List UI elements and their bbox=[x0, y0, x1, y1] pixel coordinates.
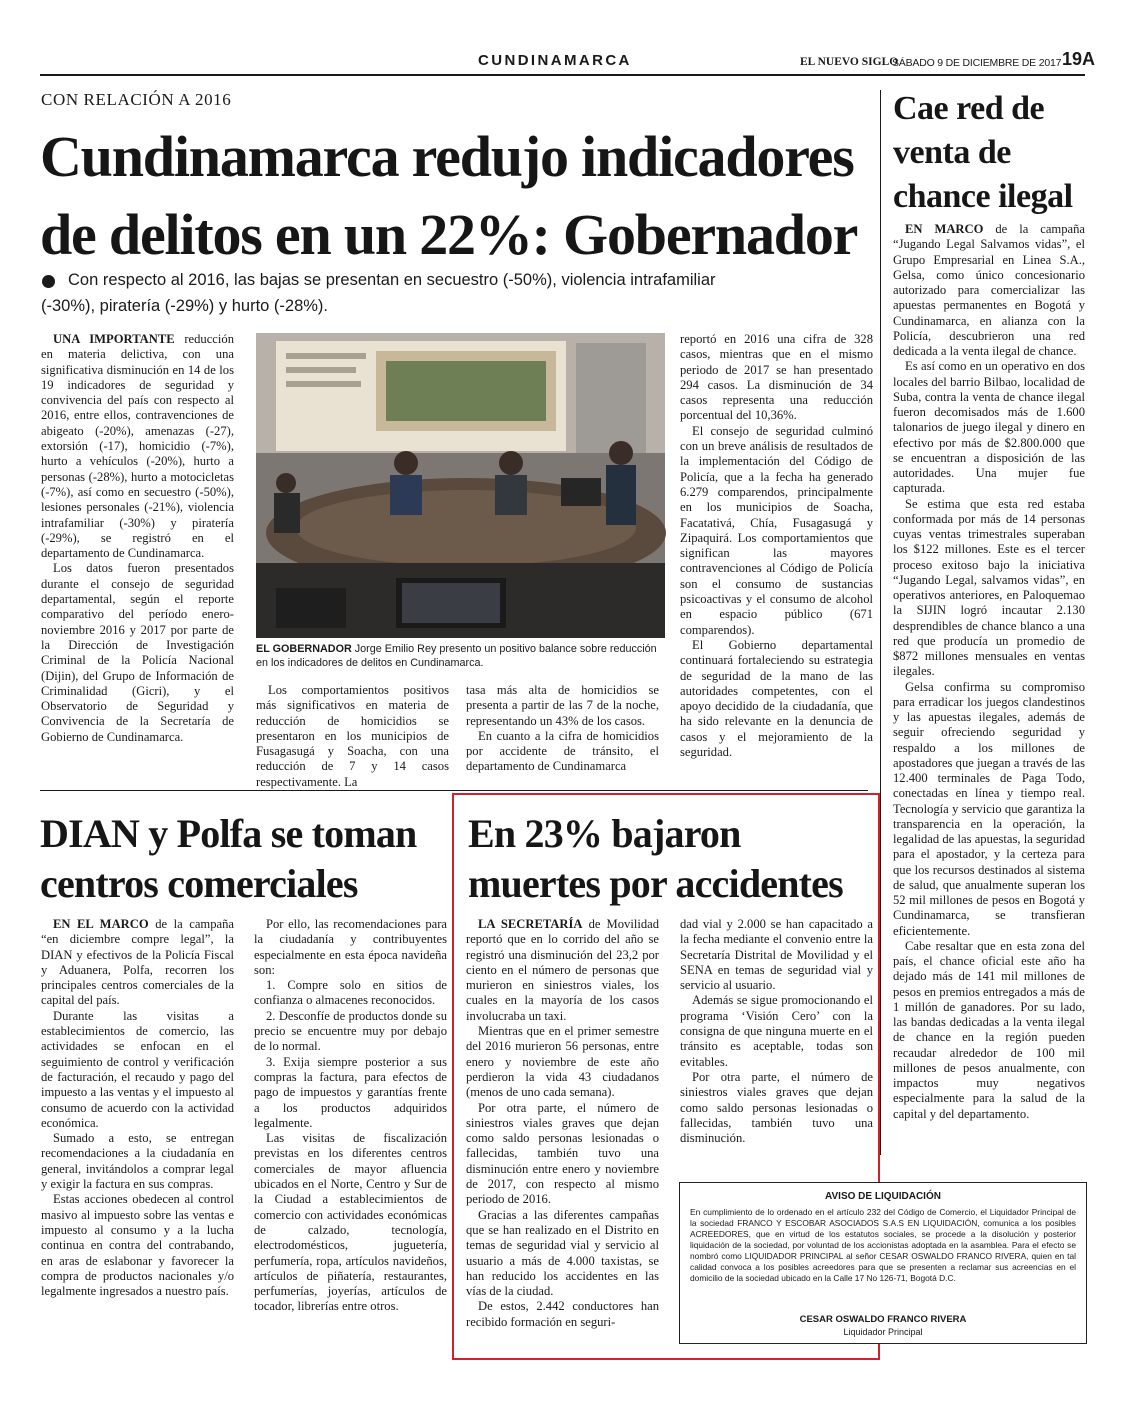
governor-photo bbox=[256, 333, 665, 638]
dian-headline-line2: centros comerciales bbox=[40, 861, 358, 906]
accidents-lead: LA SECRETARÍA bbox=[478, 917, 583, 931]
main-column-2: Los comportamientos positivos más significativos en materia de reducción de homicidios se presentaron en los municipios de Fusagasugá y Soacha, con una reducción de 7 y 14 casos respectivamente. La bbox=[256, 683, 449, 789]
chance-headline-line2: venta de bbox=[893, 134, 1011, 171]
dian-lead: EN EL MARCO bbox=[53, 917, 149, 931]
dian-column-2: Por ello, las recomendaciones para la ciudadanía y contribuyentes especialmente en esta época navideña son: 1. Compre solo en sitios de confianza o almacenes reconocidos. 2. Desconfíe de productos donde su precio se encuentre muy por debajo de lo normal. 3. Exija siempre posterior a sus compras la factura, para efectos de pago de impuestos y garantías frente a los productos adquiridos legalmente. Las visitas de fiscalización previstas en los diferentes centros comerciales de mayor afluencia ubicados en el Norte, Centro y Sur de la Ciudad a establecimientos de comercio con actividades económicas de calzado, tecnología, electrodomésticos, juguetería, perfumería, ropa, artículos navideños, artículos de piñatería, restaurantes, perfumerías, joyerías, artículos de tocador, librerías entre otros. bbox=[254, 917, 447, 1314]
accidents-headline-line1: En 23% bajaron bbox=[468, 811, 741, 856]
liquidation-notice bbox=[679, 1182, 1087, 1344]
page-number: 19A bbox=[1062, 49, 1096, 69]
section-header: CUNDINAMARCA bbox=[478, 52, 632, 69]
main-summary-line1: Con respecto al 2016, las bajas se presentan en secuestro (-50%), violencia intrafamiliar bbox=[68, 271, 716, 289]
paper-name: EL NUEVO SIGLO bbox=[800, 56, 899, 68]
dian-headline-line1: DIAN y Polfa se toman bbox=[40, 811, 417, 856]
chance-lead: EN MARCO bbox=[905, 222, 984, 236]
chance-headline-line3: chance ilegal bbox=[893, 178, 1073, 215]
main-headline-line2: de delitos en un 22%: Gobernador bbox=[40, 202, 858, 267]
accidents-column-2: dad vial y 2.000 se han capacitado a la fecha mediante el convenio entre la Secretaría Distrital de Movilidad y el SENA en temas de seguridad vial y servicio al usuario. Además se sigue promocionando el programa ‘Visión Cero’ con la consigna de que ninguna muerte en el tránsito es aceptable, todas son evitables. Por otra parte, el número de siniestros viales graves que dejan como saldo personas lesionadas o fallecidas, también tuvo una disminución. bbox=[680, 917, 873, 1146]
main-column-4: reportó en 2016 una cifra de 328 casos, mientras que en el mismo periodo de 2017 se han presentado 294 casos. La disminución de 34 casos representa una reducción porcentual del 10,36%. El consejo de seguridad culminó con un breve análisis de resultados de la implementación del Código de Policía, que a la fecha ha generado 6.279 comparendos, principalmente en los municipios de Soacha, Facatativá, Chía, Fusagasugá y Zipaquirá. Los comportamientos que significan las mayores contravenciones al Código de Policía son el consumo de sustancias psicoactivas y el consumo de alcohol en espacio público (671 comparendos). El Gobierno departamental continuará fortaleciendo su estrategia de seguridad de la mano de las autoridades competentes, con el apoyo decidido de la ciudadanía, que ha sido relevante en la denuncia de casos y el mejoramiento de la seguridad. bbox=[680, 332, 873, 760]
main-column-3: tasa más alta de homicidios se presenta a partir de las 7 de la noche, representando un 43% de los casos. En cuanto a la cifra de homicidios por accidente de tránsito, el departamento de Cundinamarca bbox=[466, 683, 659, 774]
photo-caption: EL GOBERNADOR Jorge Emilio Rey presento un positivo balance sobre reducción en los indicadores de delitos en Cundinamarca. bbox=[256, 643, 657, 669]
chance-headline-line1: Cae red de bbox=[893, 90, 1045, 127]
dian-recommendation-3: 3. Exija siempre posterior a sus compras la factura, para efectos de pago de impuestos y garantías frente a los productos adquiridos legalmente. bbox=[254, 1054, 447, 1130]
masthead-rule bbox=[40, 74, 1085, 76]
main-headline-line1: Cundinamarca redujo indicadores bbox=[40, 124, 854, 189]
photo-caption-lead: EL GOBERNADOR bbox=[256, 643, 352, 655]
issue-date: SÁBADO 9 DE DICIEMBRE DE 2017 bbox=[892, 57, 1062, 69]
notice-title: AVISO DE LIQUIDACIÓN bbox=[825, 1191, 941, 1202]
main-lead: UNA IMPORTANTE bbox=[53, 332, 175, 346]
notice-role: Liquidador Principal bbox=[843, 1327, 923, 1337]
main-column-1: UNA IMPORTANTE reducción en materia delictiva, con una significativa disminución en 14 de los 19 indicadores de seguridad y convivencia del país con respecto al 2016, entre ellos, contravenciones de abigeato (-20%), amenazas (-27), extorsión (-17), homicidio (-7%), hurto a vehículos (-20%), hurto a personas (-28%), hurto a motocicletas (-7%), así como en secuestro (-50%), lesiones personales (-21%), violencia intrafamiliar (-30%) y piratería (-29%), se registró en el departamento de Cundinamarca. Los datos fueron presentados durante el consejo de seguridad departamental, según el reporte comparativo del período enero-noviembre 2016 y 2017 por parte de la Dirección de Investigación Criminal de la Policía Nacional (Dijin), del Grupo de Información de Criminalidad (Gicri), y el Observatorio de Seguridad y Convivencia de la Secretaría de Gobierno de Cundinamarca. bbox=[41, 332, 234, 744]
dian-recommendation-2: 2. Desconfíe de productos donde su precio se encuentre muy por debajo de lo normal. bbox=[254, 1008, 447, 1054]
chance-column: EN MARCO de la campaña “Jugando Legal Salvamos vidas”, el Grupo Empresarial en Linea S.A., Gelsa, como único concesionario autorizado para comercializar las apuestas permanentes en Bogotá y Cundinamarca, en alianza con la Policía, descubrieron una red dedicada a la venta ilegal de chance. Es así como en un operativo en dos locales del barrio Bilbao, localidad de Suba, contra la venta de chance ilegal fueron decomisados más de 1.600 talonarios de juego ilegal y dinero en efectivo por más de $2.800.000 que se encuentran a disposición de las autoridades. Una mujer fue capturada. Se estima que esta red estaba conformada por más de 14 personas cuyas ventas trimestrales superaban los $122 millones. Este es el tercer proceso exitoso bajo la iniciativa “Jugando Legal, salvamos vidas”, en operativos anteriores, en Paloquemao la SIJIN logró incautar 2.130 desprendibles de chance blanco a una red que producía un promedio de $872 millones mensuales en ventas ilegales. Gelsa confirma su compromiso para erradicar los juegos clandestinos y las apuestas ilegales, además de seguir ofreciendo seguridad y respaldo a los millones de apostadores que juegan a través de las 12.400 terminales de Paga Todo, conectadas en línea y tiempo real. Tecnología y servicio que garantiza la transparencia en la operación, la legalidad de las apuestas, la seguridad para el apostador, y la certeza para que los recursos destinados al sistema de salud, que anualmente superan los 52 mil millones de pesos en Bogotá y Cundinamarca, se transfieran eficientemente. Cabe resaltar que en esta zona del país, el chance oficial este año ha dejado más de 141 mil millones de pesos en premios entregados a más de 1 millón de ganadores. Por su lado, las bandas dedicadas a la venta ilegal de chance en la región pueden recaudar alrededor de 100 mil millones de pesos anualmente, con impactos muy negativos especialmente para la salud de la capital y del departamento. bbox=[893, 222, 1085, 1121]
side-column-divider bbox=[880, 90, 881, 1155]
accidents-headline-line2: muertes por accidentes bbox=[468, 861, 843, 906]
notice-signer: CESAR OSWALDO FRANCO RIVERA bbox=[799, 1314, 967, 1325]
notice-body: En cumplimiento de lo ordenado en el artículo 232 del Código de Comercio, el Liquidador Principal de la sociedad FRANCO Y ESCOBAR ASOCIADOS S.A.S EN LIQUIDACIÓN, comunica a los posibles ACREEDORES, que en virtud de los estatutos sociales, se procede a la disolución y posterior liquidación de la sociedad, por voluntad de los accionistas adoptada en la asamblea. Para el efecto se nombró como LIQUIDADOR PRINCIPAL al señor CESAR OSWALDO FRANCO RIVERA, quien en tal calidad convoca a los posibles acreedores para que se presenten a reclamar sus acreencias en el domicilio de la sociedad ubicado en la Calle 17 No 126-71, Bogotá D.C. bbox=[690, 1207, 1076, 1283]
dian-column-1: EN EL MARCO de la campaña “en diciembre compre legal”, la DIAN y efectivos de la Policía Fiscal y Aduanera, Polfa, recorren los principales centros comerciales de la capital del país. Durante las visitas a establecimientos de comercio, las actividades se enfocan en el seguimiento de control y verificación de facturación, el recaudo y pago del impuesto a las ventas y el impuesto al consumo de acuerdo con la actividad económica. Sumado a esto, se entregan recomendaciones a la ciudadanía en general, invitándolos a comprar legal y exigir la factura en sus compras. Estas acciones obedecen al control masivo al impuesto sobre las ventas e impuesto al consumo y a la lucha continua en contra del contrabando, en aras de eslabonar y favorecer la compra de productos nacionales y/o legalmente ingresados a nuestro país. bbox=[41, 917, 234, 1299]
dian-recommendation-1: 1. Compre solo en sitios de confianza o almacenes reconocidos. bbox=[254, 978, 447, 1008]
summary-bullet-icon bbox=[42, 275, 55, 288]
accidents-column-1: LA SECRETARÍA de Movilidad reportó que en lo corrido del año se registró una disminución del 23,2 por ciento en el número de personas que murieron en siniestros viales, los cuales en la mayoría de los casos involucraba un taxi. Mientras que en el primer semestre del 2016 murieron 56 personas, entre enero y noviembre de este año perdieron la vida 43 ciudadanos (menos de uno cada semana). Por otra parte, el número de siniestros viales graves que dejan como saldo personas lesionadas o fallecidas, también tuvo una disminución entre enero y noviembre de 2017, con respecto al mismo periodo de 2016. Gracias a las diferentes campañas que se han realizado en el Distrito en temas de seguridad vial y servicio al usuario a más de 4.000 taxistas, se han reducido los accidentes en las vías de la ciudad. De estos, 2.442 conductores han recibido formación en seguri- bbox=[466, 917, 660, 1329]
meeting-scene-illustration bbox=[256, 333, 665, 638]
main-story-bottom-rule bbox=[40, 790, 868, 791]
main-summary-line2: (-30%), piratería (-29%) y hurto (-28%). bbox=[41, 297, 329, 315]
main-kicker: CON RELACIÓN A 2016 bbox=[41, 90, 232, 109]
